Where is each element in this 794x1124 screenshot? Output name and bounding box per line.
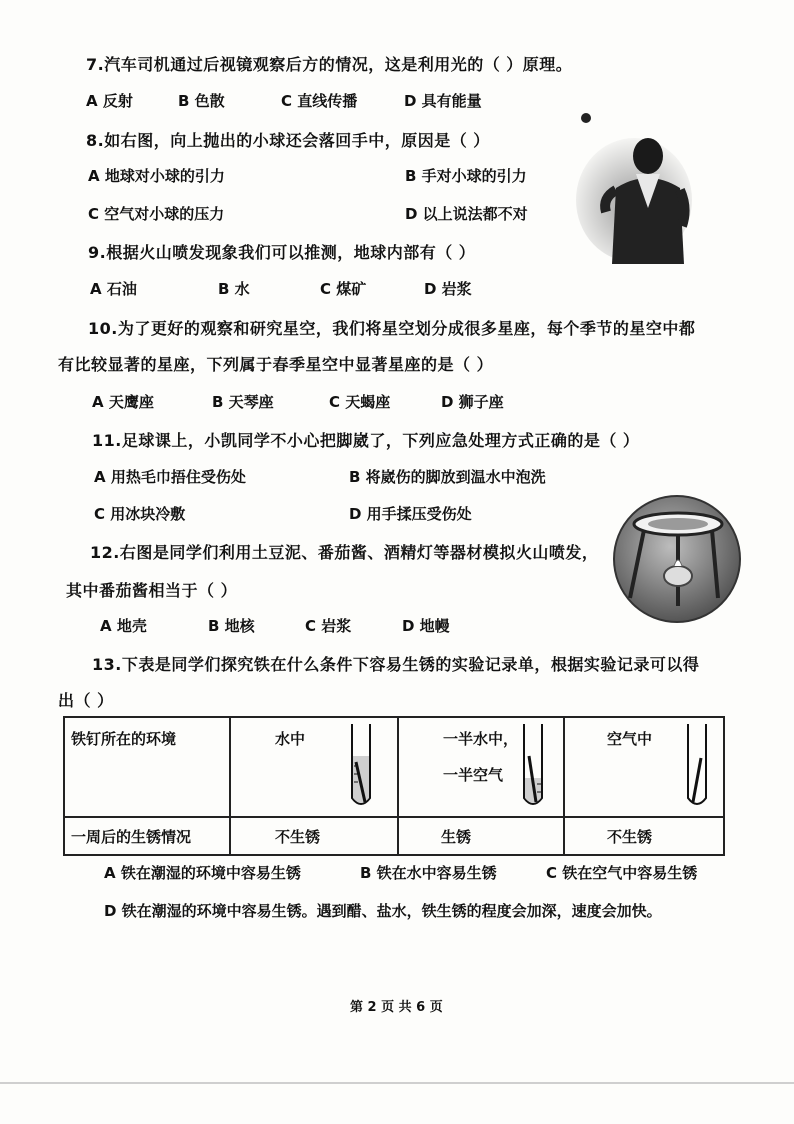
q11-option-d: D 用手揉压受伤处 xyxy=(349,505,472,523)
question-10-stem-line1: 10.为了更好的观察和研究星空，我们将星空划分成很多星座，每个季节的星空中都 xyxy=(88,319,696,338)
q10-option-c: C 天蝎座 xyxy=(329,393,391,411)
q13-option-c: C 铁在空气中容易生锈 xyxy=(546,864,698,882)
q7-option-b: B 色散 xyxy=(178,92,225,110)
table-header-rust-result: 一周后的生锈情况 xyxy=(64,817,230,855)
q9-option-d: D 岩浆 xyxy=(424,280,472,298)
alcohol-lamp-icon xyxy=(664,566,692,586)
question-9-stem: 9.根据火山喷发现象我们可以推测，地球内部有（ ） xyxy=(88,243,476,262)
q10-option-a: A 天鹰座 xyxy=(92,393,154,411)
table-header-environment: 铁钉所在的环境 xyxy=(64,717,230,817)
test-tube-air-icon xyxy=(685,722,709,810)
question-13-stem-line1: 13.下表是同学们探究铁在什么条件下容易生锈的实验记录单，根据实验记录可以得 xyxy=(92,655,700,674)
cell-half-water-half-air: 一半水中， 一半空气 xyxy=(398,717,564,817)
cell-result-water: 不生锈 xyxy=(230,817,398,855)
q8-option-d: D 以上说法都不对 xyxy=(405,205,528,223)
test-tube-half-water-icon xyxy=(521,722,545,810)
question-10-stem-line2: 有比较显著的星座，下列属于春季星空中显著星座的是（ ） xyxy=(58,355,494,374)
question-12-stem-line2: 其中番茄酱相当于（ ） xyxy=(66,581,238,600)
q11-option-a: A 用热毛巾捂住受伤处 xyxy=(94,468,246,486)
question-8-stem: 8.如右图，向上抛出的小球还会落回手中，原因是（ ） xyxy=(86,131,490,150)
q13-option-d: D 铁在潮湿的环境中容易生锈。遇到醋、盐水，铁生锈的程度会加深，速度会加快。 xyxy=(104,902,662,920)
boy-throwing-ball-illustration xyxy=(576,108,692,268)
q13-option-a: A 铁在潮湿的环境中容易生锈 xyxy=(104,864,301,882)
q9-option-b: B 水 xyxy=(218,280,250,298)
q13-option-b: B 铁在水中容易生锈 xyxy=(360,864,497,882)
q10-option-b: B 天琴座 xyxy=(212,393,274,411)
q12-option-c: C 岩浆 xyxy=(305,617,352,635)
page-bottom-divider xyxy=(0,1082,794,1084)
question-11-stem: 11.足球课上，小凯同学不小心把脚崴了，下列应急处理方式正确的是（ ） xyxy=(92,431,640,450)
q7-option-a: A 反射 xyxy=(86,92,133,110)
cell-in-air: 空气中 xyxy=(564,717,724,817)
question-13-stem-line2: 出（ ） xyxy=(58,691,114,710)
q7-option-d: D 具有能量 xyxy=(404,92,482,110)
q11-option-c: C 用冰块冷敷 xyxy=(94,505,186,523)
question-12-stem-line1: 12.右图是同学们利用土豆泥、番茄酱、酒精灯等器材模拟火山喷发， xyxy=(90,543,599,562)
q8-option-a: A 地球对小球的引力 xyxy=(88,167,225,185)
rust-experiment-table xyxy=(63,716,725,856)
test-tube-water-icon xyxy=(349,722,373,810)
q7-option-c: C 直线传播 xyxy=(281,92,358,110)
q12-option-d: D 地幔 xyxy=(402,617,450,635)
page-number: 第 2 页 共 6 页 xyxy=(350,1000,443,1015)
q12-option-a: A 地壳 xyxy=(100,617,147,635)
volcano-experiment-illustration xyxy=(612,494,742,624)
q8-option-b: B 手对小球的引力 xyxy=(405,167,527,185)
question-7-stem: 7.汽车司机通过后视镜观察后方的情况，这是利用光的（ ）原理。 xyxy=(86,55,573,74)
ball-icon xyxy=(581,113,591,123)
q11-option-b: B 将崴伤的脚放到温水中泡洗 xyxy=(349,468,546,486)
q9-option-c: C 煤矿 xyxy=(320,280,367,298)
q10-option-d: D 狮子座 xyxy=(441,393,504,411)
cell-result-half: 生锈 xyxy=(398,817,564,855)
q8-option-c: C 空气对小球的压力 xyxy=(88,205,225,223)
q12-option-b: B 地核 xyxy=(208,617,255,635)
cell-in-water: 水中 xyxy=(230,717,398,817)
cell-result-air: 不生锈 xyxy=(564,817,724,855)
q9-option-a: A 石油 xyxy=(90,280,137,298)
